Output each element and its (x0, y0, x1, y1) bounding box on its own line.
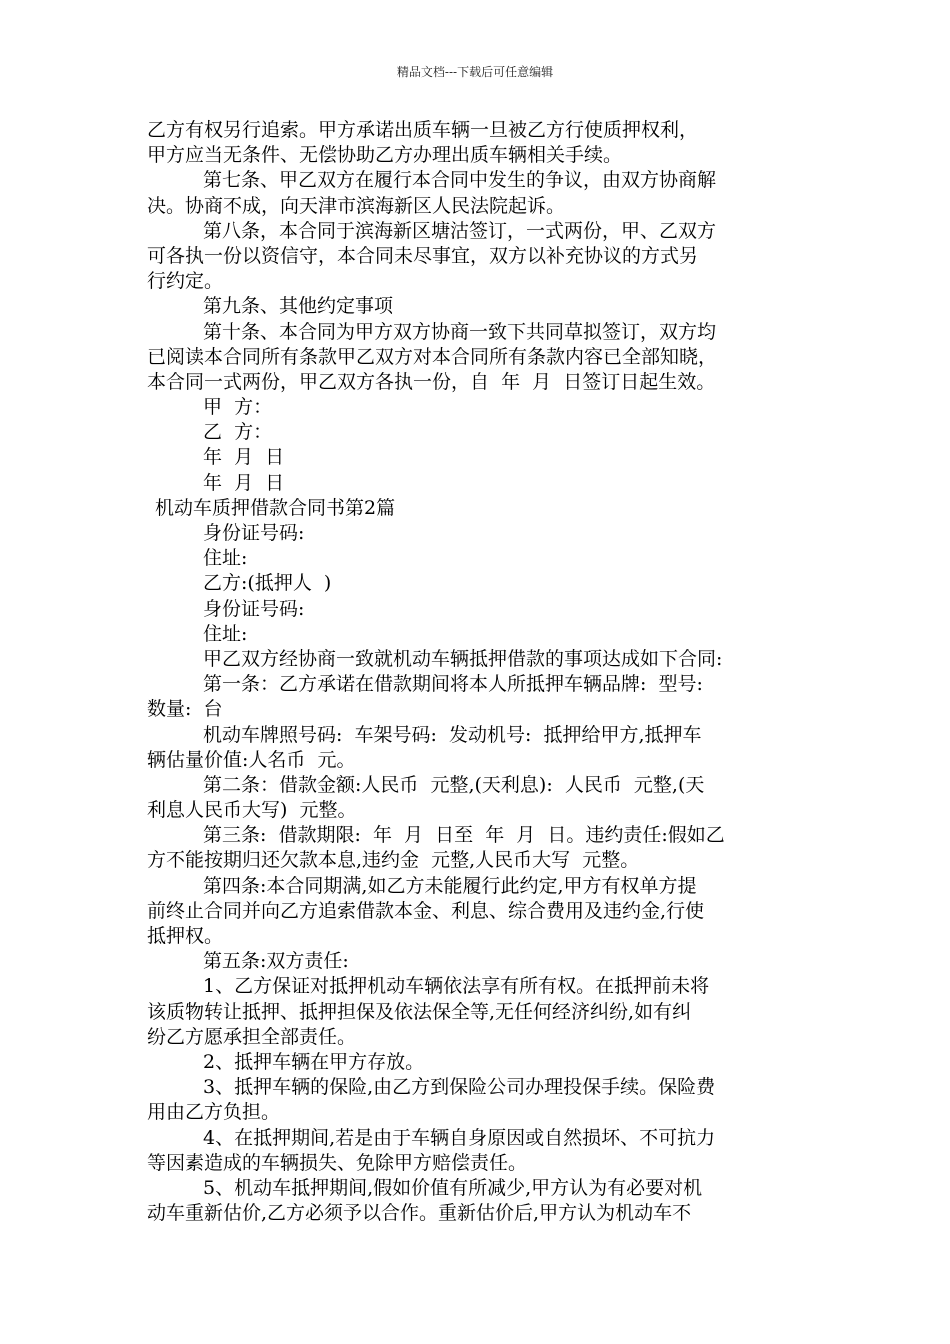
text-line: 行约定。 (147, 270, 224, 293)
text-line: 决。协商不成，向天津市滨海新区人民法院起诉。 (147, 194, 566, 217)
text-line: 身份证号码: (203, 522, 305, 544)
text-line: 第七条、甲乙双方在履行本合同中发生的争议，由双方协商解 (203, 169, 717, 192)
text-line: 已阅读本合同所有条款甲乙双方对本合同所有条款内容已全部知晓， (147, 345, 718, 368)
text-line: 第三条: 借款期限: 年 月 日至 年 月 日。违约责任:假如乙 (203, 824, 725, 847)
page-header: 精品文档---下载后可任意编辑 (396, 65, 554, 79)
text-line: 第五条:双方责任: (203, 950, 349, 973)
text-line: 2、抵押车辆在甲方存放。 (203, 1050, 425, 1073)
text-line: 第九条、其他约定事项 (203, 295, 394, 318)
text-line: 年 月 日 (203, 471, 285, 494)
text-line: 住址: (203, 622, 248, 645)
text-line: 前终止合同并向乙方追索借款本金、利息、综合费用及违约金,行使 (147, 899, 705, 922)
text-line: 年 月 日 (203, 446, 285, 469)
text-line: 利息人民币大写) 元整。 (147, 799, 357, 822)
text-line: 住址: (203, 547, 248, 570)
text-line: 1、乙方保证对抵押机动车辆依法享有所有权。在抵押前未将 (203, 975, 710, 998)
section-title: 机动车质押借款合同书第2篇 (155, 496, 396, 519)
text-line: 甲 方： (203, 396, 273, 419)
text-line: 乙方有权另行追索。甲方承诺出质车辆一旦被乙方行使质押权利， (147, 119, 699, 141)
text-line: 第四条:本合同期满,如乙方未能履行此约定,甲方有权单方提 (203, 874, 697, 897)
text-line: 4、在抵押期间,若是由于车辆自身原因或自然损坏、不可抗力 (203, 1126, 716, 1149)
text-line: 方不能按期归还欠款本息,违约金 元整,人民币大写 元整。 (147, 849, 640, 872)
text-line: 3、抵押车辆的保险,由乙方到保险公司办理投保手续。保险费 (203, 1076, 716, 1099)
text-line: 乙方:(抵押人 ) (203, 572, 332, 595)
text-line: 第二条：借款金额:人民币 元整,(天利息): 人民币 元整,(天 (203, 773, 705, 796)
text-line: 辆估量价值:人名币 元。 (147, 748, 356, 771)
text-line: 机动车牌照号码: 车架号码: 发动机号: 抵押给甲方,抵押车 (203, 723, 702, 746)
text-line: 甲方应当无条件、无偿协助乙方办理出质车辆相关手续。 (147, 144, 623, 167)
text-line: 5、机动车抵押期间,假如价值有所减少,甲方认为有必要对机 (203, 1176, 703, 1199)
text-line: 抵押权。 (147, 925, 224, 947)
text-line: 甲乙双方经协商一致就机动车辆抵押借款的事项达成如下合同: (203, 647, 723, 670)
text-line: 乙 方： (203, 421, 273, 444)
text-line: 第八条，本合同于滨海新区塘沽签订，一式两份，甲、乙双方 (203, 219, 717, 242)
text-line: 数量: 台 (147, 698, 223, 721)
text-line: 纷乙方愿承担全部责任。 (147, 1025, 357, 1048)
text-line: 身份证号码: (203, 597, 305, 620)
text-line: 动车重新估价,乙方必须予以合作。重新估价后,甲方认为机动车不 (147, 1202, 692, 1225)
text-line: 该质物转让抵押、抵押担保及依法保全等,无任何经济纠纷,如有纠 (147, 1000, 692, 1023)
text-line: 本合同一式两份，甲乙双方各执一份，自 年 月 日签订日起生效。 (147, 370, 716, 393)
text-line: 等因素造成的车辆损失、免除甲方赔偿责任。 (147, 1151, 528, 1174)
text-line: 用由乙方负担。 (147, 1101, 281, 1124)
text-line: 可各执一份以资信守，本合同未尽事宜，双方以补充协议的方式另 (147, 244, 699, 267)
document-body (147, 118, 812, 1226)
text-line: 第十条、本合同为甲方双方协商一致下共同草拟签订，双方均 (203, 320, 717, 343)
text-line: 第一条：乙方承诺在借款期间将本人所抵押车辆品牌: 型号: (203, 673, 703, 696)
